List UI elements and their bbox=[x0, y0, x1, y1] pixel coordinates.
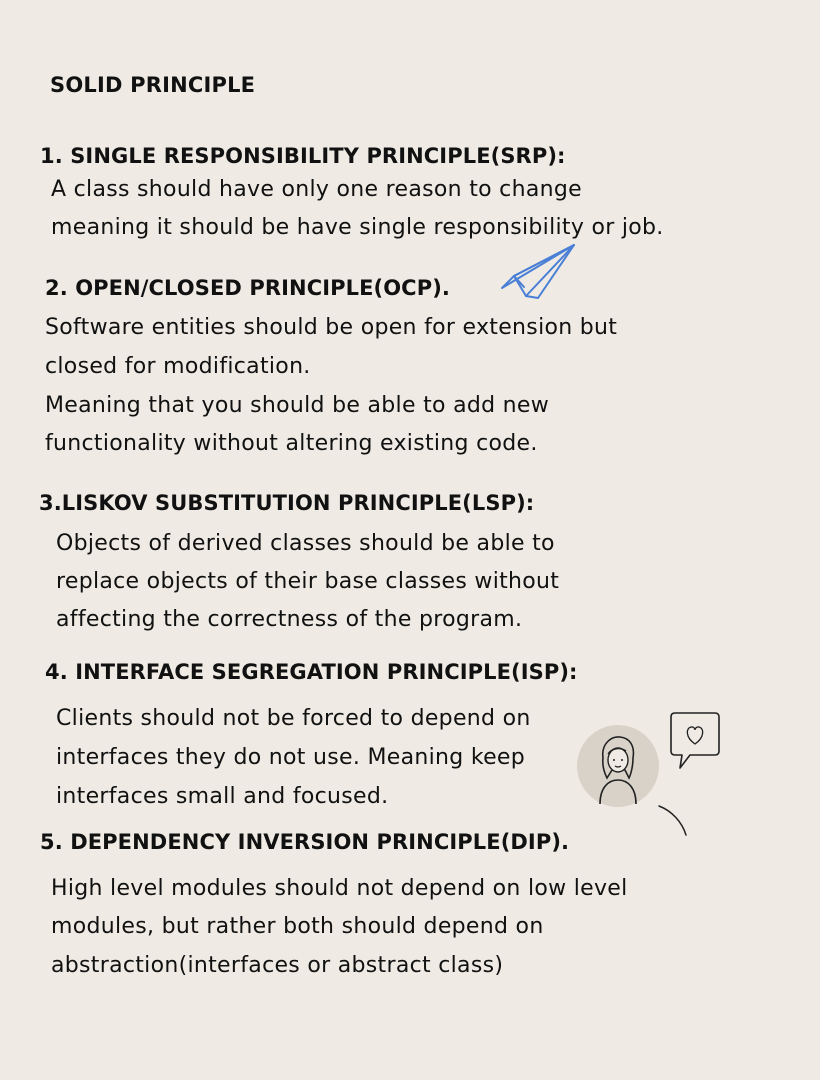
section-4-heading: 4. INTERFACE SEGREGATION PRINCIPLE(ISP): bbox=[45, 660, 578, 684]
section-3-heading: 3.LISKOV SUBSTITUTION PRINCIPLE(LSP): bbox=[39, 491, 535, 515]
section-3-line-2: replace objects of their base classes without bbox=[56, 569, 560, 594]
heart-speech-bubble-icon bbox=[668, 710, 724, 772]
section-4-line-3: interfaces small and focused. bbox=[56, 784, 389, 809]
section-1-line-1: A class should have only one reason to change bbox=[51, 177, 582, 202]
section-2-line-1: Software entities should be open for extension but bbox=[45, 315, 618, 340]
section-4-line-2: interfaces they do not use. Meaning keep bbox=[56, 745, 526, 770]
section-5-line-3: abstraction(interfaces or abstract class) bbox=[51, 953, 504, 978]
section-3-line-3: affecting the correctness of the program. bbox=[56, 607, 523, 632]
section-1-line-2: meaning it should be have single responsibility or job. bbox=[51, 215, 664, 240]
page-title: SOLID PRINCIPLE bbox=[50, 73, 256, 97]
section-2-line-2: closed for modification. bbox=[45, 354, 311, 379]
section-2-line-4: functionality without altering existing code. bbox=[45, 431, 538, 456]
section-1-heading: 1. SINGLE RESPONSIBILITY PRINCIPLE(SRP): bbox=[40, 144, 566, 168]
paper-plane-icon bbox=[498, 242, 578, 300]
section-3-line-1: Objects of derived classes should be able to bbox=[56, 531, 555, 556]
decorative-arc bbox=[656, 802, 690, 838]
section-2-heading: 2. OPEN/CLOSED PRINCIPLE(OCP). bbox=[45, 276, 450, 300]
section-5-line-1: High level modules should not depend on low level bbox=[51, 876, 628, 901]
section-5-heading: 5. DEPENDENCY INVERSION PRINCIPLE(DIP). bbox=[40, 830, 570, 854]
section-2-line-3: Meaning that you should be able to add new bbox=[45, 393, 550, 418]
section-4-line-1: Clients should not be forced to depend on bbox=[56, 706, 531, 731]
woman-avatar-icon bbox=[576, 724, 660, 808]
section-5-line-2: modules, but rather both should depend on bbox=[51, 914, 544, 939]
